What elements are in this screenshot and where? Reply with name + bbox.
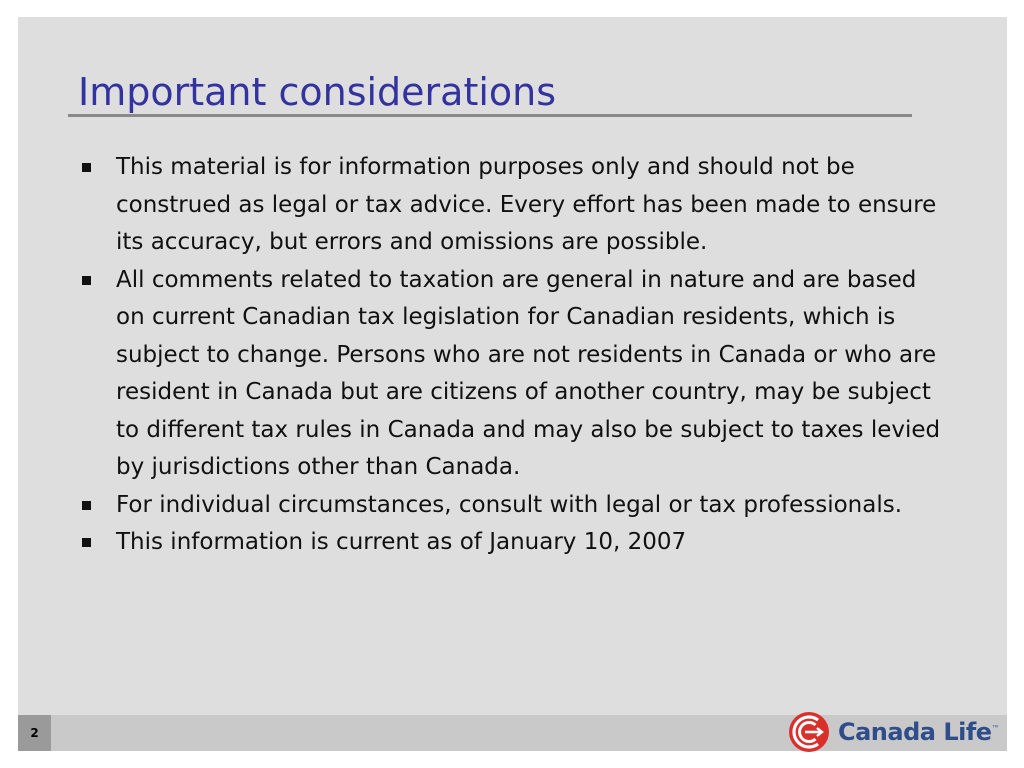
bullet-item — [82, 149, 942, 262]
canada-life-logo — [788, 710, 999, 754]
logo-wordmark — [838, 718, 999, 746]
bullet-text: For individual circumstances, consult with legal or tax professionals. — [116, 491, 903, 518]
bullet-text: All comments related to taxation are general in nature and are based on current Canadian tax legislation for Canadian residents, which is subject to change. Persons who are not residents in Canada or who are resident in Canada but are citizens of another country, may be subject to different tax rules in Canada and may also be subject to taxes levied by jurisdictions other than Canada. — [116, 266, 941, 480]
bullet-item — [82, 487, 942, 525]
bullet-item — [82, 524, 942, 562]
bullet-item — [82, 262, 942, 487]
trademark-symbol: ™ — [991, 724, 1000, 733]
title-underline — [68, 114, 912, 117]
canada-life-logo-icon — [788, 711, 830, 753]
bullet-list — [82, 149, 942, 562]
square-bullet-icon — [82, 538, 91, 547]
page-number: 2 — [18, 715, 51, 751]
square-bullet-icon — [82, 501, 91, 510]
slide-title: Important considerations — [78, 70, 557, 114]
logo-wordmark-text: Canada Life — [838, 718, 992, 746]
square-bullet-icon — [82, 163, 91, 172]
bullet-text: This information is current as of January 10, 2007 — [116, 529, 687, 555]
bullet-text: This material is for information purposes only and should not be construed as legal or tax advice. Every effort has been made to ensure its accuracy, but errors and omissions are possible. — [116, 154, 937, 255]
square-bullet-icon — [82, 276, 91, 285]
